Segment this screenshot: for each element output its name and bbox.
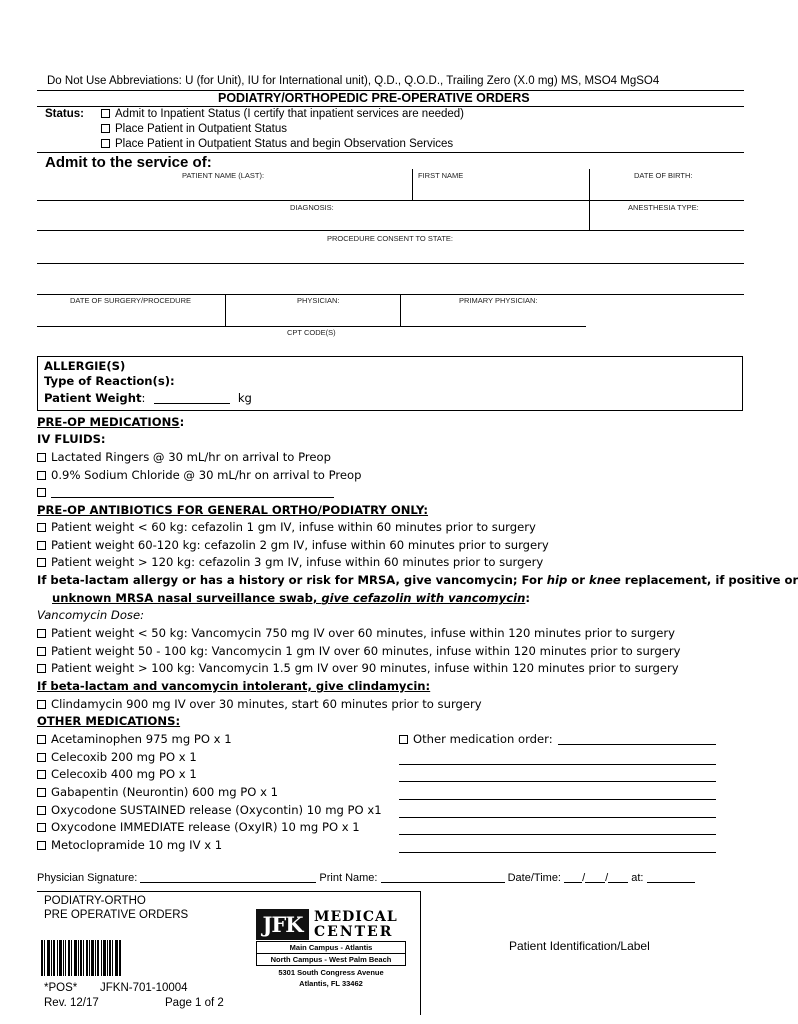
vanco-item[interactable]	[37, 626, 675, 640]
checkbox[interactable]	[101, 124, 110, 133]
weight-unit: kg	[237, 391, 252, 405]
print-name-field[interactable]	[381, 882, 505, 883]
other-med-item[interactable]	[37, 803, 382, 817]
other-med-item[interactable]	[37, 750, 197, 764]
other-order-line[interactable]	[399, 834, 716, 835]
vanco-item[interactable]	[37, 661, 679, 675]
checkbox[interactable]	[37, 453, 46, 462]
other-order-line[interactable]	[399, 852, 716, 853]
other-order-label: Other medication order:	[413, 732, 553, 746]
logo-medical: MEDICAL	[314, 909, 398, 925]
checkbox[interactable]	[399, 735, 408, 744]
iv-item-other[interactable]	[37, 485, 334, 499]
checkbox[interactable]	[37, 753, 46, 762]
checkbox[interactable]	[37, 788, 46, 797]
other-med-item[interactable]	[37, 767, 197, 781]
clinda-item[interactable]	[37, 697, 482, 711]
address-line-1: 5301 South Congress Avenue	[278, 968, 384, 977]
beta-lactam-note-2	[52, 591, 530, 605]
other-med-item[interactable]	[37, 820, 360, 834]
other-med-label: Celecoxib 400 mg PO x 1	[51, 767, 197, 781]
vanco-label: Patient weight < 50 kg: Vancomycin 750 mg IV over 60 minutes, infuse within 120 minutes prior to surgery	[51, 626, 675, 640]
row-rule	[37, 326, 586, 327]
other-order-field[interactable]	[558, 744, 716, 745]
weight-colon: :	[141, 391, 146, 405]
weight-row	[44, 391, 252, 405]
clinda-label: Clindamycin 900 mg IV over 30 minutes, start 60 minutes prior to surgery	[51, 697, 482, 711]
datetime-label: Date/Time:	[507, 872, 561, 884]
checkbox[interactable]	[101, 139, 110, 148]
form-code: JFKN-701-10004	[100, 982, 188, 994]
other-med-label: Gabapentin (Neurontin) 600 mg PO x 1	[51, 785, 279, 799]
antibiotic-item[interactable]	[37, 538, 549, 552]
other-order-line[interactable]	[399, 764, 716, 765]
antibiotic-label: Patient weight < 60 kg: cefazolin 1 gm IV, infuse within 60 minutes prior to surgery	[51, 520, 536, 534]
abbreviation-warning: Do Not Use Abbreviations: U (for Unit), IU for International unit), Q.D., Q.O.D., Trailing Zero (X.0 mg) MS, MSO4 MgSO4	[47, 75, 660, 87]
pos-code: *POS*	[44, 982, 78, 994]
beta-knee: knee	[589, 573, 621, 587]
form-title: PODIATRY/ORTHOPEDIC PRE-OPERATIVE ORDERS	[218, 91, 530, 105]
logo-jfk-block: JFK	[256, 909, 309, 940]
primary-physician-label: PRIMARY PHYSICIAN:	[459, 296, 538, 305]
dob-label: DATE OF BIRTH:	[634, 171, 693, 180]
iv-other-field[interactable]	[51, 497, 334, 498]
date-slash: /	[582, 872, 586, 884]
print-name-label: Print Name:	[319, 872, 378, 884]
checkbox[interactable]	[37, 523, 46, 532]
status-option-outpatient[interactable]	[101, 123, 287, 135]
checkbox[interactable]	[37, 806, 46, 815]
divider	[225, 294, 226, 327]
antibiotic-label: Patient weight > 120 kg: cefazolin 3 gm IV, infuse within 60 minutes prior to surgery	[51, 555, 544, 569]
checkbox[interactable]	[37, 488, 46, 497]
status-option-label: Place Patient in Outpatient Status and begin Observation Services	[115, 138, 454, 150]
beta-text-2: replacement, if positive or	[620, 573, 798, 587]
row-rule	[37, 230, 744, 231]
other-med-label: Oxycodone IMMEDIATE release (OxyIR) 10 mg PO x 1	[51, 820, 360, 834]
other-order-line[interactable]	[399, 817, 716, 818]
vanco-item[interactable]	[37, 644, 681, 658]
iv-item-label: 0.9% Sodium Chloride @ 30 mL/hr on arrival to Preop	[51, 468, 362, 482]
anesthesia-label: ANESTHESIA TYPE:	[628, 203, 699, 212]
signature-row	[37, 872, 695, 884]
date-month-field[interactable]	[564, 882, 582, 883]
beta-line2b: give cefazolin with vancomycin	[321, 591, 526, 605]
footer-divider	[420, 891, 421, 1015]
barcode-icon	[41, 940, 121, 976]
vanco-label: Patient weight > 100 kg: Vancomycin 1.5 gm IV over 90 minutes, infuse within 120 minutes prior to surgery	[51, 661, 679, 675]
form-title-2: PRE OPERATIVE ORDERS	[44, 909, 189, 921]
status-option-inpatient[interactable]	[101, 108, 464, 120]
row-rule	[37, 263, 744, 264]
time-field[interactable]	[647, 882, 695, 883]
checkbox[interactable]	[37, 664, 46, 673]
vanco-dose-label: Vancomycin Dose:	[37, 608, 144, 622]
beta-text: If beta-lactam allergy or has a history or risk for MRSA, give vancomycin; For	[37, 573, 547, 587]
patient-name-label: PATIENT NAME (LAST):	[182, 171, 265, 180]
date-year-field[interactable]	[608, 882, 628, 883]
checkbox[interactable]	[101, 109, 110, 118]
beta-hip: hip	[546, 573, 568, 587]
allergies-label: ALLERGIE(S)	[44, 359, 126, 373]
status-label: Status:	[45, 108, 84, 120]
divider	[412, 169, 413, 200]
antibiotic-item[interactable]	[37, 555, 543, 569]
beta-line2a: unknown MRSA nasal surveillance swab,	[52, 591, 322, 605]
preop-heading-colon: :	[179, 415, 185, 429]
campus-main: Main Campus - Atlantis	[257, 942, 405, 954]
antibiotic-item[interactable]	[37, 520, 536, 534]
logo-center: CENTER	[314, 924, 394, 940]
beta-line2c: :	[525, 591, 530, 605]
reaction-label: Type of Reaction(s):	[44, 374, 175, 388]
vanco-label: Patient weight 50 - 100 kg: Vancomycin 1 gm IV over 60 minutes, infuse within 120 minutes prior to surgery	[51, 644, 681, 658]
status-option-label: Admit to Inpatient Status (I certify that inpatient services are needed)	[115, 108, 465, 120]
iv-item[interactable]	[37, 450, 331, 464]
checkbox[interactable]	[37, 700, 46, 709]
jfk-logo	[256, 909, 406, 940]
first-name-label: FIRST NAME	[418, 171, 464, 180]
physician-signature-label: Physician Signature:	[37, 872, 138, 884]
other-meds-heading: OTHER MEDICATIONS:	[37, 714, 181, 728]
checkbox[interactable]	[37, 471, 46, 480]
physician-label: PHYSICIAN:	[297, 296, 340, 305]
other-med-label: Acetaminophen 975 mg PO x 1	[51, 732, 232, 746]
title-rule	[37, 106, 744, 107]
checkbox[interactable]	[37, 770, 46, 779]
physician-signature-field[interactable]	[140, 882, 316, 883]
iv-item[interactable]	[37, 468, 361, 482]
other-med-item[interactable]	[37, 785, 278, 799]
beta-lactam-note	[37, 573, 798, 587]
address-line-2: Atlantis, FL 33462	[299, 979, 363, 988]
iv-item-label: Lactated Ringers @ 30 mL/hr on arrival to Preop	[51, 450, 331, 464]
date-slash: /	[605, 872, 609, 884]
weight-label: Patient Weight	[44, 391, 142, 405]
surgery-date-label: DATE OF SURGERY/PROCEDURE	[70, 296, 191, 305]
footer-top-rule	[37, 891, 420, 892]
other-med-label: Metoclopramide 10 mg IV x 1	[51, 838, 223, 852]
weight-field[interactable]	[154, 403, 230, 404]
campus-box	[256, 941, 406, 966]
status-option-label: Place Patient in Outpatient Status	[115, 123, 287, 135]
at-label: at:	[631, 872, 644, 884]
cpt-label: CPT CODE(S)	[287, 328, 336, 337]
other-order-item[interactable]	[399, 732, 716, 746]
admit-heading: Admit to the service of:	[45, 154, 212, 171]
other-med-label: Oxycodone SUSTAINED release (Oxycontin) 10 mg PO x1	[51, 803, 382, 817]
checkbox[interactable]	[37, 647, 46, 656]
status-option-observation[interactable]	[101, 138, 453, 150]
divider	[400, 294, 401, 327]
beta-or: or	[567, 573, 590, 587]
consent-label: PROCEDURE CONSENT TO STATE:	[327, 234, 453, 243]
checkbox[interactable]	[37, 823, 46, 832]
clinda-heading: If beta-lactam and vancomycin intolerant, give clindamycin:	[37, 679, 431, 693]
preop-heading	[37, 415, 184, 429]
patient-label-area: Patient Identification/Label	[509, 939, 650, 953]
row-rule	[37, 200, 744, 201]
iv-fluids-heading: IV FLUIDS:	[37, 432, 106, 446]
other-med-item[interactable]	[37, 838, 222, 852]
antibiotic-label: Patient weight 60-120 kg: cefazolin 2 gm IV, infuse within 60 minutes prior to surgery	[51, 538, 549, 552]
campus-north: North Campus - West Palm Beach	[270, 955, 392, 964]
other-order-line[interactable]	[399, 799, 716, 800]
revision: Rev. 12/17	[44, 997, 99, 1009]
antibiotics-heading: PRE-OP ANTIBIOTICS FOR GENERAL ORTHO/PODIATRY ONLY:	[37, 503, 429, 517]
other-order-line[interactable]	[399, 781, 716, 782]
status-rule	[37, 152, 744, 153]
checkbox[interactable]	[37, 541, 46, 550]
date-day-field[interactable]	[585, 882, 605, 883]
preop-heading-text: PRE-OP MEDICATIONS	[37, 415, 180, 429]
diagnosis-label: DIAGNOSIS:	[290, 203, 334, 212]
form-title-1: PODIATRY-ORTHO	[44, 895, 146, 907]
checkbox[interactable]	[37, 558, 46, 567]
checkbox[interactable]	[37, 841, 46, 850]
row-rule	[37, 294, 744, 295]
checkbox[interactable]	[37, 629, 46, 638]
other-med-item[interactable]	[37, 732, 232, 746]
page-number: Page 1 of 2	[165, 997, 224, 1009]
checkbox[interactable]	[37, 735, 46, 744]
other-med-label: Celecoxib 200 mg PO x 1	[51, 750, 197, 764]
